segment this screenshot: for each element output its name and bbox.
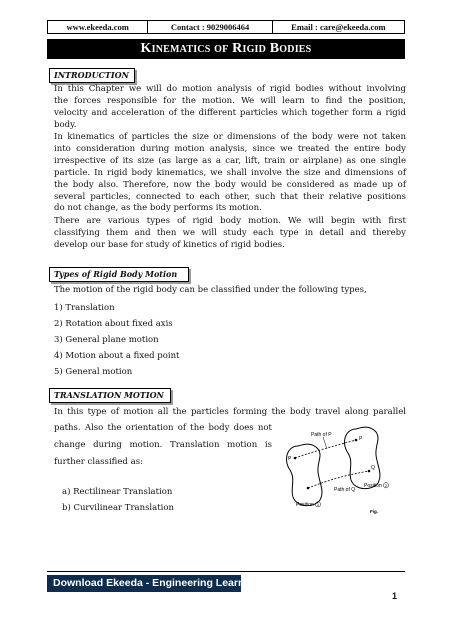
footer-divider — [47, 571, 405, 572]
point-p1 — [294, 457, 297, 460]
types-heading: Types of Rigid Body Motion — [49, 267, 189, 282]
list-item: 1) Translation — [54, 303, 115, 313]
position-1-number: 1 — [316, 502, 320, 507]
contact-number: Contact : 9029006464 — [148, 21, 272, 33]
body-position-1 — [287, 444, 322, 506]
translation-figure — [278, 420, 402, 522]
label-position-2: Position — [364, 483, 382, 489]
point-p2 — [355, 439, 358, 442]
list-item: 5) General motion — [54, 367, 133, 377]
translation-heading: TRANSLATION MOTION — [49, 388, 171, 403]
text-line: do not change, as the body performs its motion. — [54, 203, 262, 214]
list-item: 3) General plane motion — [54, 335, 159, 345]
download-app-banner[interactable]: Download Ekeeda - Engineering Learning App — [47, 575, 241, 592]
intro-paragraph-1 — [54, 84, 406, 132]
label-p-left: P — [288, 456, 292, 462]
text-line: irrespective of its size (as large as a car, lift, train or airplane) as one single — [54, 155, 406, 166]
text-line: the forces responsible for the motion. We will learn to find the position, — [54, 95, 406, 106]
intro-paragraph-2 — [54, 132, 406, 216]
text-line: the body also. Therefore, now the body would be considered as made up of — [54, 179, 406, 190]
label-q-right: Q — [371, 465, 375, 471]
text-line: into consideration during motion analysis, since we treated the entire body — [54, 143, 406, 154]
contact-bar — [47, 20, 405, 34]
point-q2 — [368, 470, 371, 473]
list-item: b) Curvilinear Translation — [62, 503, 174, 513]
text-line: There are various types of rigid body motion. We will begin with first — [54, 216, 406, 226]
list-item: a) Rectilinear Translation — [62, 487, 173, 497]
path-of-q-line — [308, 471, 369, 488]
intro-paragraph-3 — [54, 216, 406, 264]
list-item: 4) Motion about a fixed point — [54, 351, 180, 361]
text-line: In kinematics of particles the size or dimensions of the body were not taken — [54, 132, 406, 142]
types-intro: The motion of the rigid body can be classified under the following types, — [54, 285, 367, 295]
text-line: develop our base for study of kinetics of rigid bodies. — [54, 239, 285, 250]
figure-caption: Fig. — [370, 509, 378, 514]
email-link[interactable]: Email : care@ekeeda.com — [291, 22, 386, 32]
text-line: further classified as: — [54, 457, 143, 467]
label-path-of-q: Path of Q — [334, 487, 356, 493]
label-position-1: Position — [296, 502, 314, 508]
chapter-title: Kinematics of Rigid Bodies — [47, 39, 405, 59]
page-number: 1 — [392, 591, 398, 601]
position-2-number: 2 — [384, 483, 388, 488]
label-path-of-p: Path of P — [311, 432, 332, 438]
text-line: body. — [54, 119, 77, 130]
point-q1 — [307, 487, 310, 490]
translation-text-first: In this type of motion all the particles forming the body travel along parallel — [54, 407, 406, 417]
website-link[interactable]: www.ekeeda.com — [48, 21, 148, 33]
label-p-right: P — [359, 436, 363, 442]
text-line: change during motion. Translation motion is — [54, 440, 272, 450]
text-line: In this Chapter we will do motion analysis of rigid bodies without involving — [54, 84, 406, 94]
text-line: several particles, connected to each other, such that their relative positions — [54, 191, 406, 202]
text-line: velocity and acceleration of the different particles which together form a rigid — [54, 107, 406, 118]
path-of-p-line — [295, 440, 356, 458]
label-path-of-p-leader — [323, 437, 327, 449]
list-item: 2) Rotation about fixed axis — [54, 319, 173, 329]
introduction-heading: INTRODUCTION — [49, 68, 135, 83]
text-line: paths. Also the orientation of the body does not — [54, 423, 272, 433]
text-line: particle. In rigid body kinematics, we shall involve the size and dimensions of — [54, 167, 406, 178]
text-line: classifying them and then we will study each type in detail and thereby — [54, 227, 406, 238]
